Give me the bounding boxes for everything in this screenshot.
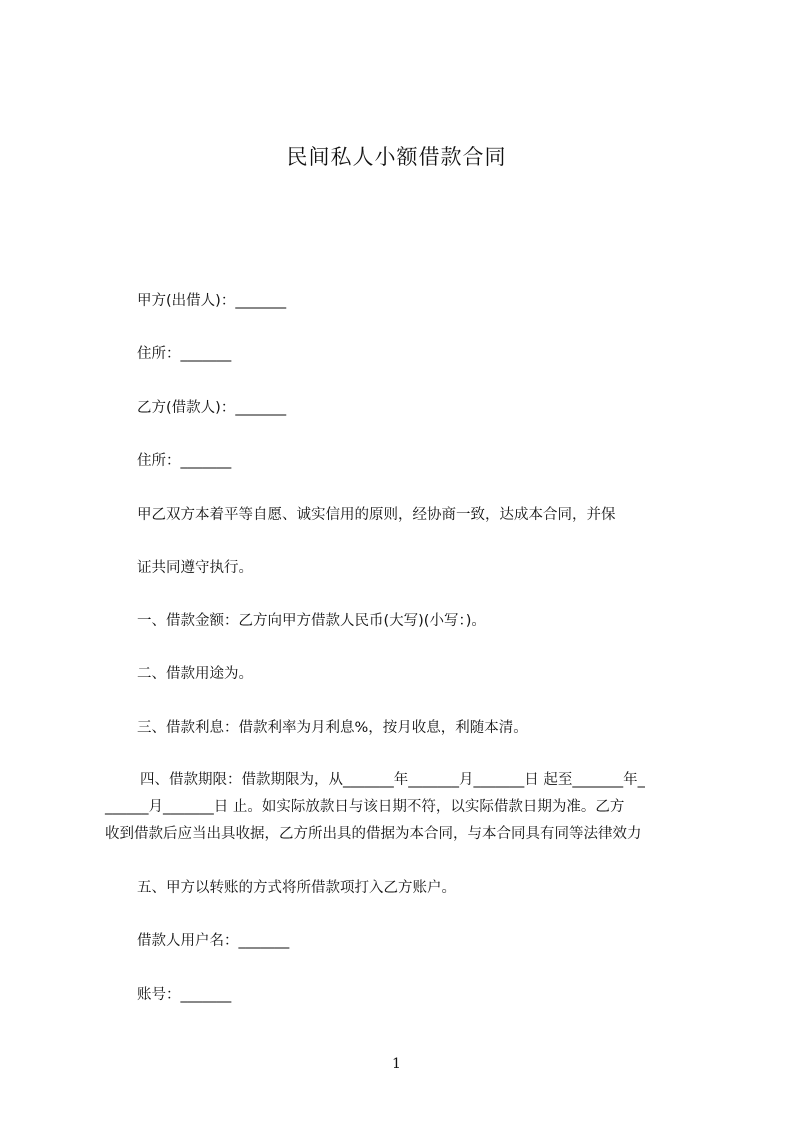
clause-3-loan-interest: 三、借款利息：借款利率为月利息%，按月收息，利随本清。 <box>137 720 528 736</box>
clause-4-line-2: ______月_______日 止。如实际放款日与该日期不符，以实际借款日期为准。乙方 <box>105 799 625 815</box>
clause-4-line-1: 四、借款期限：借款期限为，从_______年_______月_______日 起至_______年_ <box>140 772 645 788</box>
clause-1-loan-amount: 一、借款金额：乙方向甲方借款人民币(大写)(小写：)。 <box>137 613 486 629</box>
party-a-address-line: 住所：_______ <box>137 346 232 362</box>
clause-5-transfer: 五、甲方以转账的方式将所借款项打入乙方账户。 <box>137 880 456 896</box>
preamble-line-2: 证共同遵守执行。 <box>137 560 253 576</box>
clause-4-line-3: 收到借款后应当出具收据，乙方所出具的借据为本合同，与本合同具有同等法律效力 <box>105 826 642 842</box>
party-b-address-line: 住所：_______ <box>137 453 232 469</box>
page-number: 1 <box>392 1056 401 1072</box>
clause-2-loan-purpose: 二、借款用途为。 <box>137 666 253 682</box>
preamble-line-1: 甲乙双方本着平等自愿、诚实信用的原则，经协商一致，达成本合同，并保 <box>137 507 616 523</box>
party-b-borrower-line: 乙方(借款人)：_______ <box>137 400 287 416</box>
account-name-line: 借款人用户名：_______ <box>137 933 290 949</box>
contract-title: 民间私人小额借款合同 <box>286 145 507 169</box>
account-number-line: 账号：_______ <box>137 987 232 1003</box>
party-a-lender-line: 甲方(出借人)：_______ <box>137 293 287 309</box>
